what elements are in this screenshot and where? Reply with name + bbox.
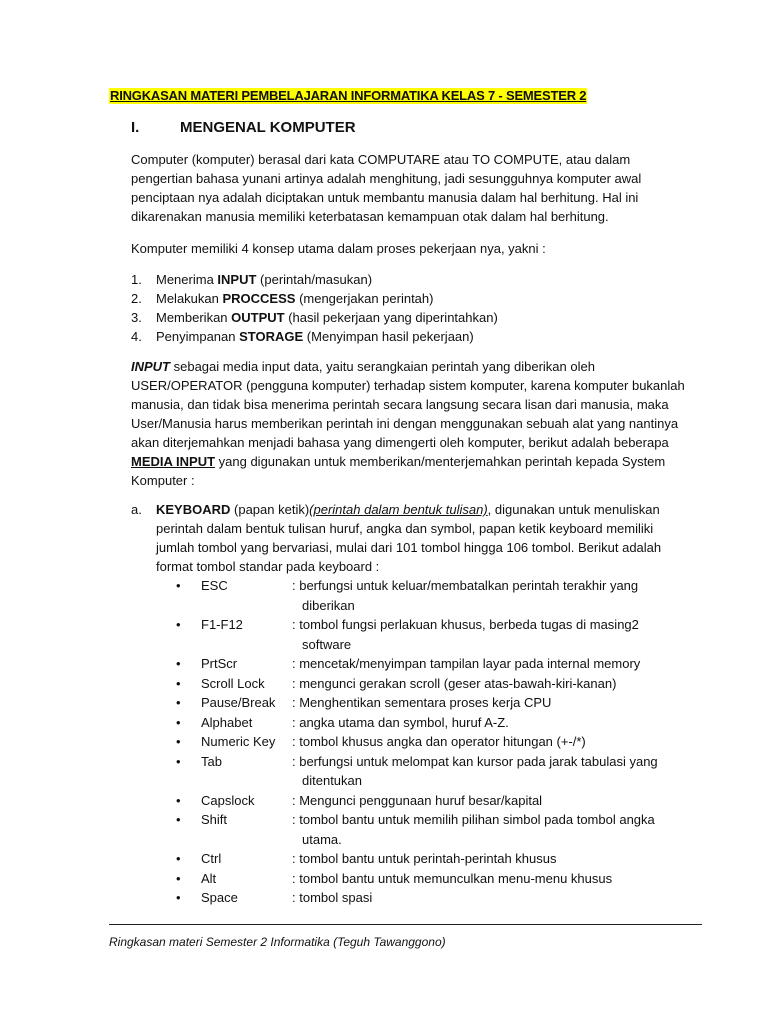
key-name: Tab	[201, 753, 222, 769]
key-desc: : Menghentikan sementara proses kerja CPU	[292, 695, 552, 710]
key-name: Alphabet	[201, 714, 253, 730]
list-item	[176, 869, 676, 889]
bullet-icon: •	[176, 714, 181, 730]
concepts-intro: Komputer memiliki 4 konsep utama dalam proses pekerjaan nya, yakni :	[131, 241, 546, 256]
key-desc: : tombol spasi	[292, 890, 373, 905]
list-item	[176, 693, 676, 713]
list-item	[131, 327, 498, 346]
item-text: (perintah/masukan)	[256, 272, 373, 287]
item-text: (mengerjakan perintah)	[295, 291, 434, 306]
list-item	[176, 752, 676, 791]
item-letter: a.	[131, 502, 142, 517]
key-list	[176, 576, 676, 908]
list-item	[131, 270, 498, 289]
list-item	[176, 674, 676, 694]
footer-divider	[109, 924, 702, 925]
input-tail: yang digunakan untuk memberikan/menterjemahkan perintah kepada System Komputer :	[131, 454, 666, 488]
item-number: 3.	[131, 310, 142, 325]
item-text: Menerima	[156, 272, 218, 287]
key-name: Scroll Lock	[201, 675, 265, 691]
bullet-icon: •	[176, 812, 181, 827]
section-title: MENGENAL KOMPUTER	[180, 119, 356, 136]
bullet-icon: •	[176, 851, 181, 866]
key-desc: : tombol bantu untuk memunculkan menu-menu khusus	[292, 870, 613, 886]
list-item	[176, 615, 676, 654]
item-term: STORAGE	[239, 329, 304, 344]
key-desc: : tombol khusus angka dan operator hitungan (+-/*)	[292, 734, 586, 749]
key-name: Alt	[201, 870, 217, 886]
key-desc: : mencetak/menyimpan tampilan layar pada internal memory	[292, 656, 641, 671]
key-desc: : mengunci gerakan scroll (geser atas-bawah-kiri-kanan)	[292, 675, 617, 691]
bullet-icon: •	[176, 870, 181, 886]
key-desc-cont: ditentukan	[302, 773, 362, 788]
key-name: Ctrl	[201, 851, 222, 866]
key-desc: : tombol bantu untuk memilih pilihan simbol pada tombol angka	[292, 812, 655, 827]
keyboard-italic-note: (perintah dalam bentuk tulisan)	[309, 502, 488, 517]
key-desc-cont: diberikan	[302, 597, 355, 613]
key-name: PrtScr	[201, 656, 238, 671]
bullet-icon: •	[176, 792, 181, 808]
input-term: INPUT	[131, 359, 170, 374]
page-footer: Ringkasan materi Semester 2 Informatika (Teguh Tawanggono)	[109, 935, 446, 949]
key-name: Shift	[201, 812, 228, 827]
list-item	[176, 576, 676, 615]
list-item	[176, 713, 676, 733]
list-item	[176, 732, 676, 752]
key-desc: : angka utama dan symbol, huruf A-Z.	[292, 714, 509, 730]
key-desc: : tombol bantu untuk perintah-perintah khusus	[292, 851, 557, 866]
input-body: sebagai media input data, yaitu serangkaian perintah yang diberikan oleh USER/OPERATOR (pengguna komputer) terhadap sistem komputer, karena komputer bukanlah manusia, dan tidak bisa menerima perintah secara langsung secara lisan dari manusia, maka User/Manusia harus memberikan perintah ini dengan menggunakan sebuah alat yang nantinya akan diterjemahkan menjadi bahasa yang dimengerti oleh komputer, berikut adalah beberapa	[131, 359, 685, 450]
item-number: 1.	[131, 272, 142, 287]
item-term: OUTPUT	[231, 310, 285, 325]
bullet-icon: •	[176, 675, 181, 691]
item-number: 4.	[131, 329, 142, 344]
key-desc-cont: utama.	[302, 831, 342, 847]
item-text: Memberikan	[156, 310, 232, 325]
item-text: Melakukan	[156, 291, 223, 306]
key-name: ESC	[201, 578, 228, 593]
list-item	[131, 308, 498, 327]
bullet-icon: •	[176, 617, 181, 632]
keyboard-term: KEYBOARD	[156, 502, 231, 517]
section-heading	[131, 119, 356, 137]
bullet-icon: •	[176, 753, 181, 769]
list-item	[131, 289, 498, 308]
item-text: (hasil pekerjaan yang diperintahkan)	[284, 310, 498, 325]
list-item	[176, 888, 676, 908]
bullet-icon: •	[176, 578, 181, 593]
list-item	[176, 810, 676, 849]
section-number: I.	[131, 119, 140, 136]
bullet-icon: •	[176, 656, 181, 671]
keyboard-section	[131, 500, 691, 576]
item-text: Penyimpanan	[156, 329, 240, 344]
intro-paragraph: Computer (komputer) berasal dari kata COMPUTARE atau TO COMPUTE, atau dalam pengertian bahasa yunani artinya adalah menghitung, jadi sesungguhnya komputer awal penciptaan nya adalah diciptakan untuk membantu manusia dalam hal berhitung. Hal ini dikarenakan manusia memiliki keterbatasan kemampuan otak dalam hal berhitung.	[131, 152, 642, 224]
key-name: Numeric Key	[201, 734, 276, 749]
key-name: F1-F12	[201, 617, 243, 632]
list-item	[176, 791, 676, 811]
concept-list	[131, 270, 498, 346]
media-input-term: MEDIA INPUT	[131, 454, 216, 469]
bullet-icon: •	[176, 890, 181, 905]
key-name: Pause/Break	[201, 695, 276, 710]
key-name: Capslock	[201, 792, 255, 808]
key-desc: : Mengunci penggunaan huruf besar/kapital	[292, 792, 543, 808]
bullet-icon: •	[176, 695, 181, 710]
input-paragraph	[131, 357, 691, 490]
list-item	[176, 849, 676, 869]
item-term: INPUT	[217, 272, 257, 287]
key-desc: : berfungsi untuk keluar/membatalkan perintah terakhir yang	[292, 578, 639, 593]
key-name: Space	[201, 890, 238, 905]
key-desc-cont: software	[302, 636, 352, 652]
key-desc: : tombol fungsi perlakuan khusus, berbeda tugas di masing2	[292, 617, 639, 632]
item-number: 2.	[131, 291, 142, 306]
item-term: PROCCESS	[222, 291, 296, 306]
keyboard-paren: (papan ketik)	[230, 502, 310, 517]
list-item	[176, 654, 676, 674]
item-text: (Menyimpan hasil pekerjaan)	[303, 329, 474, 344]
document-title: RINGKASAN MATERI PEMBELAJARAN INFORMATIKA KELAS 7 - SEMESTER 2	[110, 88, 587, 103]
key-desc: : berfungsi untuk melompat kan kursor pada jarak tabulasi yang	[292, 753, 658, 769]
keyboard-body: , digunakan untuk menuliskan perintah dalam bentuk tulisan huruf, angka dan symbol, papan ketik keyboard memiliki jumlah tombol yang bervariasi, mulai dari 101 tombol hingga 106 tombol. Berikut adalah format tombol standar pada keyboard :	[156, 502, 662, 574]
bullet-icon: •	[176, 734, 181, 749]
